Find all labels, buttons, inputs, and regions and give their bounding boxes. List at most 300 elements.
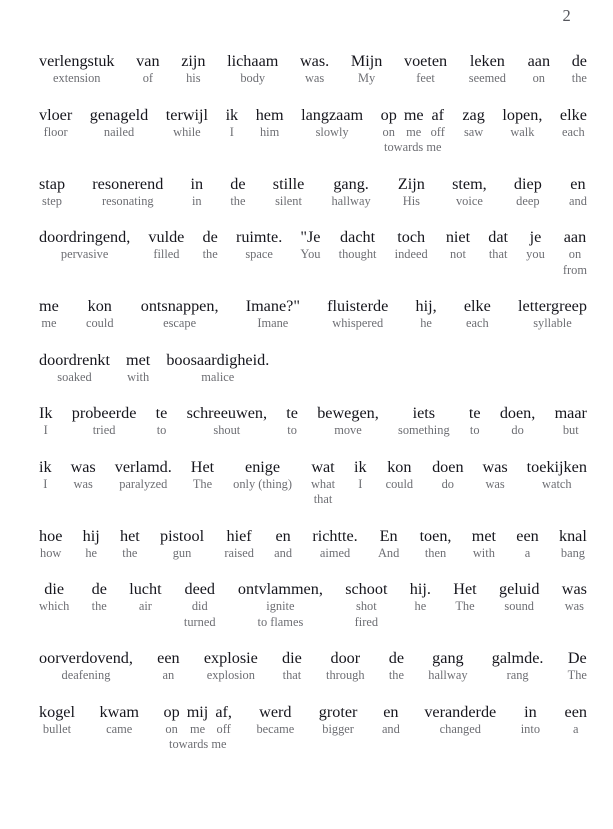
word-pair [39, 297, 59, 332]
word-pair [300, 228, 320, 263]
source-word: in [190, 174, 204, 193]
source-word: veranderde [424, 702, 497, 721]
interlinear-text-column [39, 52, 587, 753]
word-pair [569, 175, 587, 210]
source-word: doen [432, 457, 464, 476]
gloss-word: I [43, 476, 48, 491]
source-word: van [136, 52, 160, 70]
source-word: me [39, 297, 59, 315]
gloss-word: me [189, 721, 206, 736]
word-pair [404, 52, 447, 87]
gloss-word: in [191, 193, 202, 208]
word-pair [99, 703, 139, 738]
word-pair [502, 106, 542, 141]
gloss-word: was [304, 71, 325, 85]
gloss-word: seemed [468, 71, 506, 85]
word-pair [126, 351, 150, 386]
interlinear-line [39, 52, 587, 87]
source-word: zijn [181, 52, 206, 70]
interlinear-line [39, 106, 587, 156]
word-pair [500, 404, 536, 439]
word-pair [83, 527, 100, 562]
source-word: aan [563, 228, 587, 246]
gloss-word: with [472, 545, 495, 560]
source-word: boosaardigheid. [166, 350, 270, 369]
source-word: af, [215, 702, 232, 721]
word-group-row [381, 106, 445, 141]
gloss-word: through [326, 668, 365, 682]
gloss-word: floor [43, 124, 68, 139]
word-pair [204, 649, 258, 684]
word-pair [187, 404, 267, 439]
source-word: in [524, 702, 537, 721]
source-word: werd [259, 702, 292, 721]
gloss-word: indeed [394, 247, 428, 261]
gloss-word: soaked [57, 369, 92, 384]
source-word: galmde. [491, 649, 544, 667]
source-word: toen, [419, 526, 452, 545]
source-word: kwam [99, 702, 140, 721]
word-pair [191, 458, 214, 493]
gloss-word: could [85, 316, 114, 330]
source-word: wat [311, 457, 335, 476]
gloss-word: to [287, 423, 297, 437]
word-pair [274, 527, 292, 562]
source-word: mij [186, 702, 209, 721]
gloss-word: aimed [319, 545, 351, 560]
source-word: doordrenkt [39, 350, 111, 369]
gloss-word: hallway [331, 193, 371, 208]
interlinear-line [39, 228, 587, 278]
gloss-word: rang [506, 668, 529, 682]
gloss-word: then [424, 545, 447, 560]
word-pair [160, 527, 204, 562]
gloss-word: deafening [61, 668, 111, 682]
gloss-word: off [216, 721, 231, 736]
word-pair [39, 228, 130, 263]
source-word: die [282, 649, 302, 667]
word-pair [518, 297, 587, 332]
word-pair [256, 106, 284, 141]
word-pair [86, 297, 114, 332]
word-pair [39, 703, 75, 738]
source-word: Ik [39, 404, 53, 422]
word-pair [148, 228, 184, 263]
source-word: stap [39, 174, 66, 193]
gloss-word: filled [153, 247, 180, 261]
gloss-word: And [377, 545, 400, 560]
source-word: leken [469, 52, 505, 70]
gloss-word: that [488, 247, 508, 261]
source-word: het [119, 526, 140, 545]
word-pair [246, 297, 300, 332]
source-word: vulde [148, 228, 185, 246]
source-word: Zijn [397, 174, 425, 193]
word-pair [351, 52, 382, 87]
gloss-word: bigger [322, 721, 354, 736]
word-pair [354, 458, 367, 493]
gloss-word: bang [560, 545, 585, 560]
word-pair [282, 649, 302, 684]
gloss-word: The [192, 476, 213, 491]
word-pair [230, 175, 245, 210]
word-pair [492, 649, 544, 684]
source-word: hem [255, 105, 284, 124]
gloss-word: and [274, 545, 293, 560]
gloss-word-alternate: from [562, 262, 587, 277]
word-group-row [164, 703, 232, 738]
source-word: ontvlammen, [237, 580, 323, 598]
source-word: Het [453, 580, 477, 598]
source-word: was [70, 457, 96, 476]
source-word: en [570, 174, 586, 193]
word-pair [312, 527, 357, 562]
source-word: met [126, 350, 151, 369]
gloss-word: Imane [257, 316, 289, 330]
word-pair [156, 404, 168, 439]
source-word: voeten [403, 52, 448, 70]
source-word: de [230, 174, 246, 193]
word-pair [424, 703, 496, 738]
source-word: Het [190, 457, 215, 476]
source-word: toch [397, 228, 426, 246]
gloss-word: on [568, 247, 582, 261]
source-word: schoot [345, 580, 388, 598]
source-word: lettergreep [518, 297, 587, 315]
gloss-word: step [42, 193, 63, 208]
gloss-word-alternate: turned [183, 614, 216, 629]
source-word: te [286, 404, 298, 422]
source-word: Mijn [350, 52, 383, 70]
source-word: gang [432, 649, 464, 667]
source-word: Imane?" [245, 297, 300, 315]
word-pair [136, 52, 159, 87]
word-pair [446, 228, 470, 263]
source-word: de [388, 649, 405, 667]
word-pair [224, 527, 254, 562]
source-word: en [383, 702, 399, 721]
word-pair [326, 649, 365, 684]
gloss-word: an [162, 668, 175, 682]
gloss-word: air [138, 599, 152, 613]
word-pair [331, 175, 370, 210]
gloss-word-alternate: to flames [257, 614, 304, 629]
word-pair [453, 580, 476, 615]
interlinear-line [39, 175, 587, 210]
source-word: was [561, 580, 587, 598]
source-word: fluisterde [327, 297, 389, 315]
word-pair [472, 527, 496, 562]
gloss-word: walk [510, 124, 535, 139]
gloss-word: nailed [103, 124, 135, 139]
gloss-word: do [511, 423, 524, 437]
word-pair [227, 52, 278, 87]
source-word: oorverdovend, [39, 649, 133, 667]
gloss-word: that [282, 668, 302, 682]
source-word: maar [554, 404, 587, 422]
source-word: zag [462, 105, 485, 124]
word-pair [345, 580, 387, 630]
word-pair [560, 106, 587, 141]
gloss-word: slowly [315, 124, 349, 139]
source-word: doordringend, [39, 228, 131, 246]
word-pair [398, 175, 425, 210]
gloss-word: space [245, 247, 273, 261]
source-word: stem, [452, 174, 487, 193]
gloss-word: the [202, 247, 218, 261]
gloss-word: The [567, 668, 587, 682]
word-pair [452, 175, 487, 210]
source-word: te [155, 404, 168, 422]
gloss-word: hallway [428, 668, 468, 682]
gloss-word: you [526, 247, 545, 261]
gloss-word: not [450, 247, 466, 261]
word-pair [555, 404, 587, 439]
word-pair [381, 106, 397, 141]
word-pair [166, 351, 269, 386]
word-pair [389, 649, 404, 684]
gloss-word: with [127, 369, 150, 384]
word-pair [39, 458, 52, 493]
gloss-word: was [564, 599, 584, 613]
word-pair [432, 458, 463, 493]
interlinear-line [39, 297, 587, 332]
gloss-word: do [441, 476, 454, 491]
gloss-word: did [191, 599, 208, 613]
source-word: ik [39, 457, 52, 476]
gloss-word: shout [213, 423, 241, 437]
gloss-word: I [229, 124, 234, 139]
gloss-word: each [465, 316, 489, 330]
source-word: ik [354, 457, 367, 476]
source-word: iets [412, 404, 436, 422]
word-pair [238, 580, 323, 630]
word-pair [410, 580, 431, 615]
word-pair [72, 404, 137, 439]
interlinear-line [39, 580, 587, 630]
source-word: een [157, 649, 180, 667]
source-word: een [516, 526, 539, 545]
source-word: verlengstuk [39, 52, 115, 70]
source-word: richtte. [312, 526, 358, 545]
gloss-word: became [256, 721, 295, 736]
word-pair [184, 580, 216, 630]
word-pair [378, 527, 399, 562]
source-word: te [468, 404, 481, 422]
word-pair [39, 527, 62, 562]
word-pair [526, 228, 545, 263]
gloss-word: and [569, 193, 587, 208]
source-word: elke [559, 105, 587, 124]
gloss-word: a [524, 545, 531, 560]
word-pair [39, 106, 72, 141]
source-word: ruimte. [235, 228, 283, 246]
interlinear-line [39, 703, 587, 753]
gloss-word: the [91, 599, 107, 613]
word-pair [164, 703, 180, 738]
source-word: hij [82, 526, 100, 545]
word-pair [92, 175, 163, 210]
source-word: genageld [89, 105, 149, 124]
gloss-word: bullet [42, 721, 72, 736]
gloss-word-alternate: fired [354, 614, 379, 629]
word-pair [339, 228, 377, 263]
source-word: de [91, 580, 107, 598]
source-word: lichaam [227, 52, 279, 70]
gloss-word: whispered [332, 316, 384, 330]
word-pair [39, 649, 133, 684]
word-pair [469, 52, 506, 87]
source-word: langzaam [301, 105, 364, 124]
word-pair [286, 404, 298, 439]
word-pair [499, 580, 539, 615]
word-group [164, 703, 232, 753]
word-pair [129, 580, 161, 615]
source-word: stille [272, 174, 305, 193]
word-pair [181, 52, 205, 87]
word-pair [39, 404, 52, 439]
gloss-word: he [414, 599, 427, 613]
word-pair [528, 52, 550, 87]
gloss-word: ignite [266, 599, 295, 613]
word-pair [516, 527, 538, 562]
word-pair [514, 175, 542, 210]
word-pair [39, 351, 110, 386]
gloss-word: me [406, 124, 422, 139]
gloss-word: which [39, 599, 70, 613]
gloss-word: thought [338, 247, 377, 261]
source-word: op [163, 702, 180, 721]
source-word: elke [463, 297, 491, 315]
source-word: hij, [415, 297, 437, 315]
word-pair [428, 649, 467, 684]
source-word: lucht [129, 580, 162, 598]
word-pair [416, 297, 437, 332]
word-pair [39, 580, 69, 615]
source-word: explosie [203, 649, 258, 667]
source-word: bewegen, [317, 404, 379, 422]
gloss-word-alternate: that [313, 492, 333, 506]
word-pair [462, 106, 484, 141]
source-word: ik [225, 105, 239, 124]
gloss-word: My [357, 71, 376, 85]
source-word: vloer [39, 105, 73, 124]
gloss-word: off [430, 124, 445, 139]
source-word: verlamd. [114, 457, 172, 476]
source-word: je [529, 228, 542, 246]
gloss-word: a [573, 721, 579, 736]
source-word: me [403, 105, 424, 124]
word-pair [273, 175, 304, 210]
gloss-word: extension [53, 71, 101, 85]
gloss-word: he [420, 316, 432, 330]
word-pair [203, 228, 218, 263]
word-pair [386, 458, 414, 493]
gloss-word: tried [92, 423, 116, 437]
interlinear-line [39, 404, 587, 439]
word-group-gloss: towards me [384, 140, 442, 154]
gloss-word: saw [463, 124, 484, 139]
word-pair [92, 580, 107, 615]
gloss-word: The [455, 599, 475, 613]
word-pair [90, 106, 148, 141]
word-pair [317, 404, 379, 439]
source-word: de [202, 228, 218, 246]
source-word: aan [527, 52, 551, 70]
gloss-word: explosion [206, 668, 255, 682]
gloss-word: voice [455, 193, 483, 208]
gloss-word: resonating [101, 193, 154, 208]
source-word: de [571, 52, 587, 70]
word-pair [39, 175, 65, 210]
word-pair [256, 703, 294, 738]
gloss-word: what [310, 476, 336, 491]
gloss-word: only (thing) [233, 476, 292, 491]
source-word: deed [184, 580, 216, 598]
gloss-word: gun [172, 545, 192, 560]
gloss-word: sound [504, 599, 534, 613]
source-word: kon [387, 457, 412, 476]
word-pair [382, 703, 400, 738]
word-pair [166, 106, 208, 141]
gloss-word: on [165, 721, 178, 736]
source-word: groter [318, 702, 358, 721]
word-pair [488, 228, 508, 263]
source-word: enige [245, 457, 281, 476]
word-pair [431, 106, 445, 141]
gloss-word: me [41, 316, 57, 330]
source-word: op [380, 105, 397, 124]
source-word: gang. [333, 174, 369, 193]
word-pair [395, 228, 428, 263]
source-word: doen, [499, 404, 536, 422]
gloss-word: malice [201, 369, 235, 384]
source-word: "Je [300, 228, 321, 246]
word-pair [483, 458, 508, 493]
gloss-word: I [358, 476, 363, 491]
source-word: knal [558, 526, 587, 545]
word-pair [311, 458, 335, 508]
gloss-word: and [381, 721, 400, 736]
gloss-word: but [562, 423, 579, 437]
interlinear-line [39, 458, 587, 508]
source-word: hoe [39, 526, 63, 545]
source-word: hij. [409, 580, 431, 598]
gloss-word: escape [163, 316, 197, 330]
source-word: probeerde [71, 404, 137, 422]
gloss-word: You [300, 247, 321, 261]
gloss-word: pervasive [60, 247, 109, 261]
source-word: met [471, 526, 497, 545]
word-pair [141, 297, 219, 332]
interlinear-line [39, 649, 587, 684]
word-pair [319, 703, 358, 738]
source-word: lopen, [502, 105, 543, 124]
gloss-word: syllable [533, 316, 572, 330]
gloss-word: he [85, 545, 98, 560]
gloss-word: his [186, 71, 201, 85]
word-pair [420, 527, 452, 562]
gloss-word: paralyzed [119, 476, 168, 491]
word-pair [226, 106, 239, 141]
word-pair [301, 106, 363, 141]
gloss-word: into [520, 721, 541, 736]
source-word: door [330, 649, 361, 667]
gloss-word: the [122, 545, 138, 560]
source-word: terwijl [165, 105, 209, 124]
gloss-word: I [43, 423, 48, 437]
gloss-word: each [562, 124, 585, 139]
